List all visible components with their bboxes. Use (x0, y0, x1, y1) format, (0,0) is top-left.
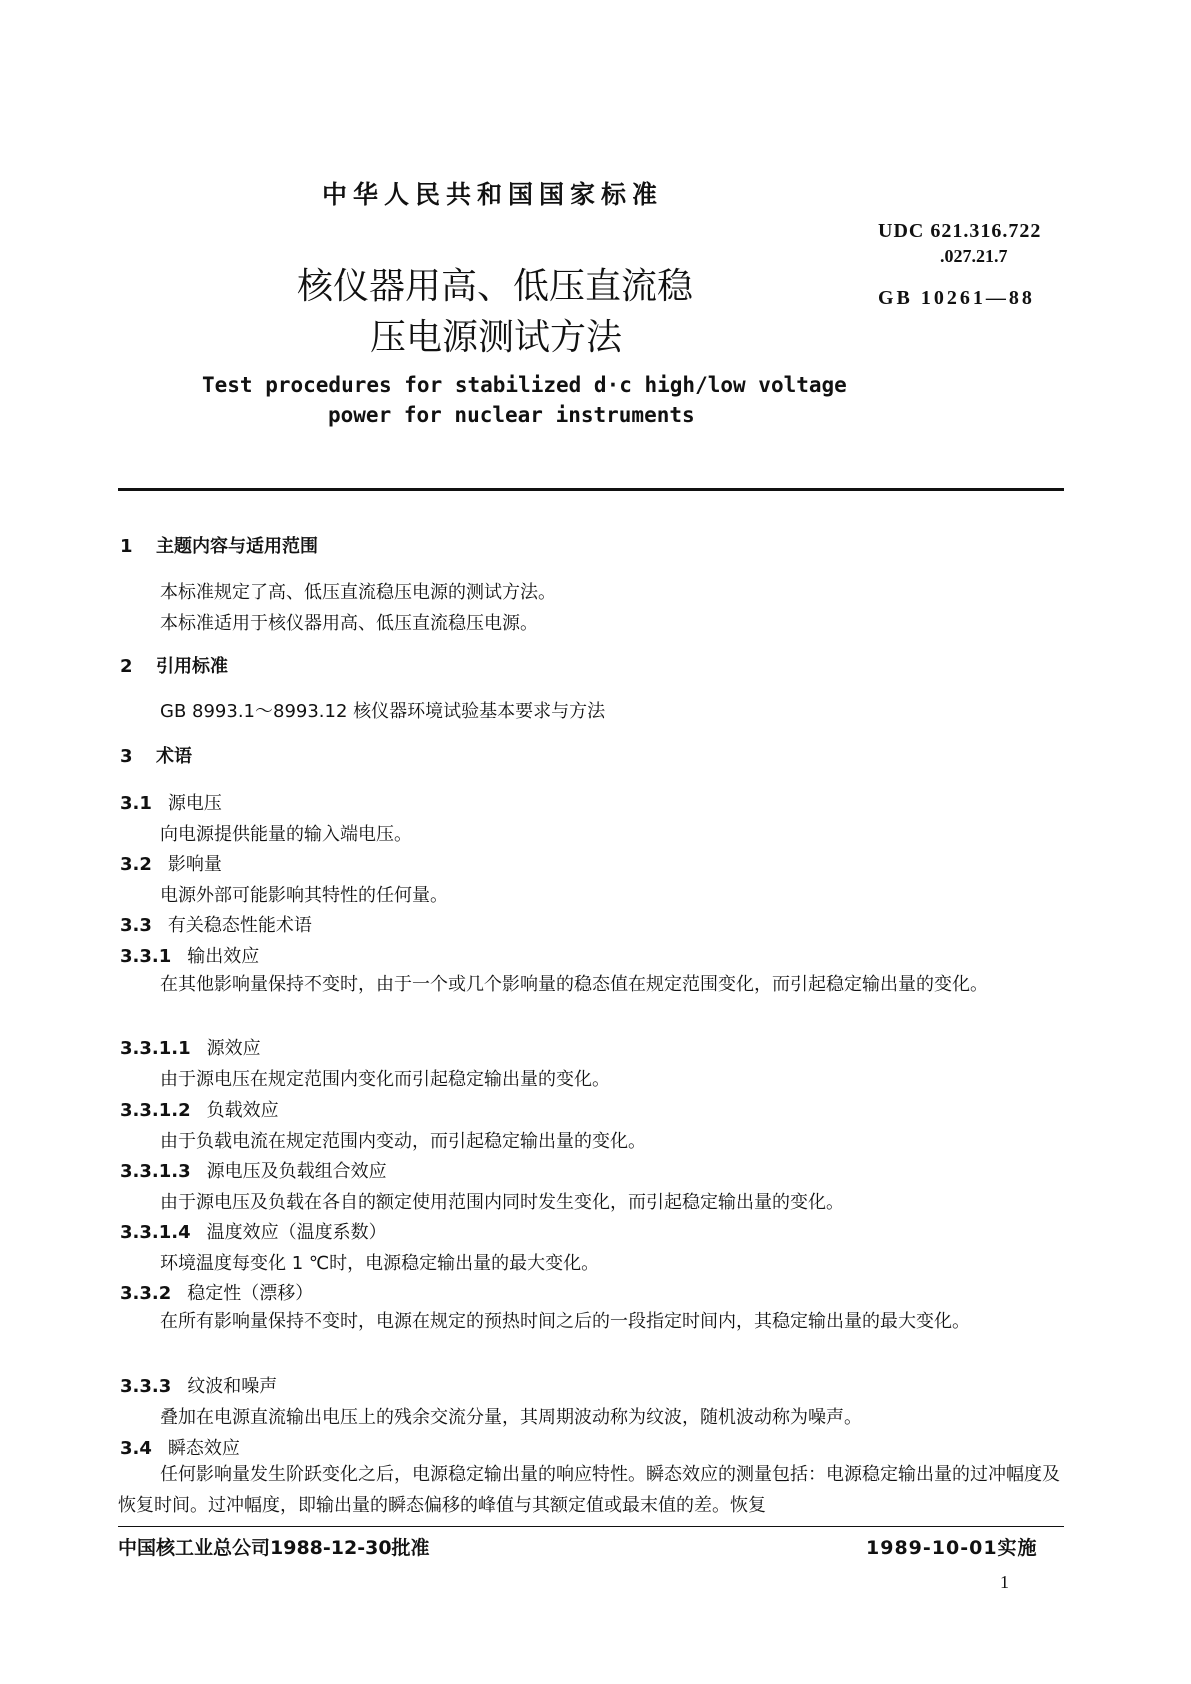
title-en-line2: power for nuclear instruments (328, 403, 695, 427)
section-title: 术语 (156, 746, 192, 767)
national-standard-heading: 中华人民共和国国家标准 (322, 180, 664, 209)
term-3-3-1-heading: 3.3.1 输出效应 (120, 946, 260, 967)
term-3-3-1-3-text: 由于源电压及负载在各自的额定使用范围内同时发生变化，而引起稳定输出量的变化。 (160, 1192, 844, 1213)
title-en-line1: Test procedures for stabilized d·c high/low voltage (202, 373, 847, 397)
section-2-heading (120, 652, 228, 678)
header-divider (118, 488, 1064, 491)
term-3-2-heading: 3.2 影响量 (120, 854, 222, 875)
section-1-paragraph-2: 本标准适用于核仪器用高、低压直流稳压电源。 (160, 613, 538, 634)
term-3-3-1-2-text: 由于负载电流在规定范围内变动，而引起稳定输出量的变化。 (160, 1131, 646, 1152)
term-3-3-3-text: 叠加在电源直流输出电压上的残余交流分量，其周期波动称为纹波，随机波动称为噪声。 (160, 1407, 862, 1428)
gb-standard-code: GB 10261—88 (878, 287, 1035, 309)
section-number: 3 (120, 746, 133, 767)
term-3-3-1-text: 在其他影响量保持不变时，由于一个或几个影响量的稳态值在规定范围变化，而引起稳定输出量的变化。 (160, 974, 988, 995)
term-3-3-1-4-heading: 3.3.1.4 温度效应（温度系数） (120, 1222, 387, 1243)
term-3-4-heading: 3.4 瞬态效应 (120, 1438, 240, 1459)
term-3-3-1-4-text: 环境温度每变化 1 ℃时，电源稳定输出量的最大变化。 (160, 1253, 600, 1274)
section-3-heading (120, 742, 192, 768)
effective-date: 1989-10-01实施 (866, 1537, 1038, 1559)
udc-code-line1: UDC 621.316.722 (878, 220, 1042, 242)
term-3-3-heading: 3.3 有关稳态性能术语 (120, 915, 312, 936)
section-2-paragraph: GB 8993.1～8993.12 核仪器环境试验基本要求与方法 (160, 701, 606, 722)
approval-note: 中国核工业总公司1988-12-30批准 (118, 1537, 430, 1559)
section-title: 引用标准 (156, 656, 228, 677)
term-3-3-1-1-text: 由于源电压在规定范围内变化而引起稳定输出量的变化。 (160, 1069, 610, 1090)
footer-divider (118, 1526, 1064, 1527)
term-3-3-2-heading: 3.3.2 稳定性（漂移） (120, 1283, 314, 1304)
term-3-4-text: 任何影响量发生阶跃变化之后，电源稳定输出量的响应特性。瞬态效应的测量包括：电源稳定输出量的过冲幅度及恢复时间。过冲幅度，即输出量的瞬态偏移的峰值与其额定值或最末值的差。恢复 (118, 1464, 1060, 1516)
term-3-3-2-text: 在所有影响量保持不变时，电源在规定的预热时间之后的一段指定时间内，其稳定输出量的最大变化。 (160, 1311, 970, 1332)
term-3-1-heading: 3.1 源电压 (120, 793, 222, 814)
page-number: 1 (1000, 1572, 1009, 1592)
title-cn-line1: 核仪器用高、低压直流稳 (297, 266, 694, 307)
section-title: 主题内容与适用范围 (156, 536, 318, 557)
section-number: 1 (120, 536, 133, 557)
section-1-paragraph-1: 本标准规定了高、低压直流稳压电源的测试方法。 (160, 582, 556, 603)
term-3-3-3-heading: 3.3.3 纹波和噪声 (120, 1376, 278, 1397)
term-3-1-text: 向电源提供能量的输入端电压。 (160, 824, 412, 845)
term-3-3-1-2-heading: 3.3.1.2 负载效应 (120, 1100, 279, 1121)
udc-code-line2: .027.21.7 (940, 246, 1008, 266)
term-3-3-1-3-heading: 3.3.1.3 源电压及负载组合效应 (120, 1161, 387, 1182)
term-3-2-text: 电源外部可能影响其特性的任何量。 (160, 885, 448, 906)
title-cn-line2: 压电源测试方法 (370, 317, 623, 358)
term-3-3-1-1-heading: 3.3.1.1 源效应 (120, 1038, 261, 1059)
section-number: 2 (120, 656, 133, 677)
section-1-heading (120, 532, 318, 558)
